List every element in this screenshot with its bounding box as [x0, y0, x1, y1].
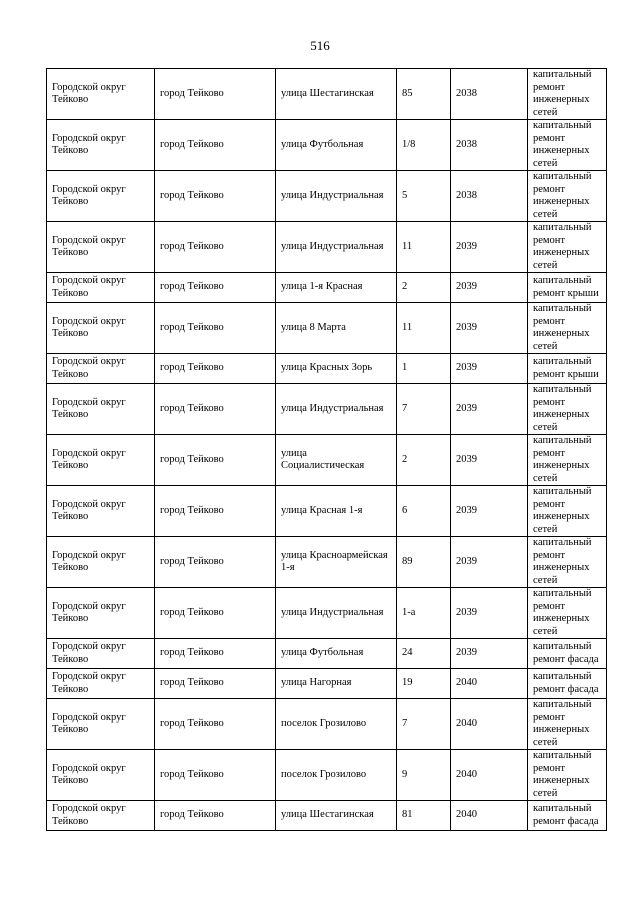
cell-house: 81 — [397, 801, 451, 831]
cell-region: Городской округ Тейково — [47, 273, 155, 303]
cell-city: город Тейково — [155, 354, 276, 384]
cell-work: капитальный ремонт крыши — [528, 354, 607, 384]
cell-year: 2040 — [451, 801, 528, 831]
cell-region: Городской округ Тейково — [47, 699, 155, 750]
cell-city: город Тейково — [155, 303, 276, 354]
cell-house: 9 — [397, 750, 451, 801]
cell-work: капитальный ремонт инженерных сетей — [528, 699, 607, 750]
cell-work: капитальный ремонт инженерных сетей — [528, 120, 607, 171]
cell-region: Городской округ Тейково — [47, 384, 155, 435]
cell-city: город Тейково — [155, 639, 276, 669]
table-row — [47, 171, 607, 222]
cell-work: капитальный ремонт инженерных сетей — [528, 750, 607, 801]
cell-region: Городской округ Тейково — [47, 669, 155, 699]
cell-street: поселок Грозилово — [276, 750, 397, 801]
cell-city: город Тейково — [155, 699, 276, 750]
cell-work: капитальный ремонт инженерных сетей — [528, 222, 607, 273]
cell-region: Городской округ Тейково — [47, 639, 155, 669]
cell-year: 2039 — [451, 384, 528, 435]
cell-house: 1-а — [397, 588, 451, 639]
cell-street: улица Шестагинская — [276, 801, 397, 831]
cell-year: 2040 — [451, 669, 528, 699]
cell-work: капитальный ремонт фасада — [528, 639, 607, 669]
cell-work: капитальный ремонт инженерных сетей — [528, 303, 607, 354]
cell-year: 2040 — [451, 750, 528, 801]
table-row — [47, 303, 607, 354]
cell-year: 2039 — [451, 486, 528, 537]
cell-work: капитальный ремонт инженерных сетей — [528, 537, 607, 588]
table-row — [47, 750, 607, 801]
cell-work: капитальный ремонт инженерных сетей — [528, 588, 607, 639]
cell-street: улица Индустриальная — [276, 222, 397, 273]
cell-region: Городской округ Тейково — [47, 486, 155, 537]
cell-street: улица Красноармейская 1-я — [276, 537, 397, 588]
cell-street: улица Индустриальная — [276, 384, 397, 435]
cell-region: Городской округ Тейково — [47, 171, 155, 222]
cell-street: улица Шестагинская — [276, 69, 397, 120]
table-row — [47, 222, 607, 273]
cell-house: 85 — [397, 69, 451, 120]
cell-work: капитальный ремонт инженерных сетей — [528, 384, 607, 435]
table-row — [47, 69, 607, 120]
cell-street: улица Нагорная — [276, 669, 397, 699]
cell-work: капитальный ремонт фасада — [528, 669, 607, 699]
cell-street: улица Красных Зорь — [276, 354, 397, 384]
cell-house: 89 — [397, 537, 451, 588]
cell-house: 11 — [397, 303, 451, 354]
cell-city: город Тейково — [155, 222, 276, 273]
cell-region: Городской округ Тейково — [47, 750, 155, 801]
cell-city: город Тейково — [155, 273, 276, 303]
cell-city: город Тейково — [155, 384, 276, 435]
cell-house: 7 — [397, 384, 451, 435]
cell-house: 1/8 — [397, 120, 451, 171]
cell-city: город Тейково — [155, 669, 276, 699]
cell-region: Городской округ Тейково — [47, 354, 155, 384]
cell-region: Городской округ Тейково — [47, 435, 155, 486]
table-row — [47, 669, 607, 699]
cell-house: 6 — [397, 486, 451, 537]
cell-year: 2039 — [451, 303, 528, 354]
cell-region: Городской округ Тейково — [47, 222, 155, 273]
table-row — [47, 120, 607, 171]
cell-house: 2 — [397, 273, 451, 303]
table-row — [47, 699, 607, 750]
table-row — [47, 435, 607, 486]
cell-street: улица 1-я Красная — [276, 273, 397, 303]
cell-house: 7 — [397, 699, 451, 750]
cell-work: капитальный ремонт инженерных сетей — [528, 171, 607, 222]
cell-region: Городской округ Тейково — [47, 120, 155, 171]
cell-year: 2038 — [451, 69, 528, 120]
cell-city: город Тейково — [155, 537, 276, 588]
table-row — [47, 801, 607, 831]
cell-city: город Тейково — [155, 486, 276, 537]
cell-work: капитальный ремонт инженерных сетей — [528, 486, 607, 537]
cell-region: Городской округ Тейково — [47, 303, 155, 354]
table-row — [47, 354, 607, 384]
cell-work: капитальный ремонт крыши — [528, 273, 607, 303]
cell-house: 5 — [397, 171, 451, 222]
cell-street: улица Индустриальная — [276, 588, 397, 639]
registry-table-body — [47, 69, 607, 831]
cell-city: город Тейково — [155, 69, 276, 120]
cell-city: город Тейково — [155, 120, 276, 171]
table-row — [47, 537, 607, 588]
table-row — [47, 486, 607, 537]
cell-year: 2040 — [451, 699, 528, 750]
cell-year: 2038 — [451, 171, 528, 222]
cell-house: 19 — [397, 669, 451, 699]
table-row — [47, 273, 607, 303]
cell-house: 2 — [397, 435, 451, 486]
cell-city: город Тейково — [155, 588, 276, 639]
cell-house: 11 — [397, 222, 451, 273]
cell-city: город Тейково — [155, 435, 276, 486]
cell-region: Городской округ Тейково — [47, 801, 155, 831]
cell-street: поселок Грозилово — [276, 699, 397, 750]
cell-street: улица Футбольная — [276, 639, 397, 669]
registry-table — [46, 68, 607, 831]
cell-city: город Тейково — [155, 801, 276, 831]
cell-street: улица Красная 1-я — [276, 486, 397, 537]
cell-year: 2039 — [451, 639, 528, 669]
cell-work: капитальный ремонт инженерных сетей — [528, 435, 607, 486]
cell-street: улица Футбольная — [276, 120, 397, 171]
cell-year: 2039 — [451, 435, 528, 486]
cell-city: город Тейково — [155, 750, 276, 801]
cell-year: 2039 — [451, 222, 528, 273]
cell-region: Городской округ Тейково — [47, 69, 155, 120]
table-row — [47, 588, 607, 639]
cell-work: капитальный ремонт инженерных сетей — [528, 69, 607, 120]
cell-year: 2039 — [451, 588, 528, 639]
cell-street: улица Социалистическая — [276, 435, 397, 486]
cell-region: Городской округ Тейково — [47, 588, 155, 639]
table-row — [47, 384, 607, 435]
cell-street: улица 8 Марта — [276, 303, 397, 354]
page-number: 516 — [310, 38, 330, 53]
cell-street: улица Индустриальная — [276, 171, 397, 222]
cell-year: 2039 — [451, 537, 528, 588]
cell-work: капитальный ремонт фасада — [528, 801, 607, 831]
cell-house: 24 — [397, 639, 451, 669]
cell-year: 2039 — [451, 354, 528, 384]
cell-year: 2039 — [451, 273, 528, 303]
table-row — [47, 639, 607, 669]
cell-region: Городской округ Тейково — [47, 537, 155, 588]
cell-city: город Тейково — [155, 171, 276, 222]
cell-year: 2038 — [451, 120, 528, 171]
cell-house: 1 — [397, 354, 451, 384]
